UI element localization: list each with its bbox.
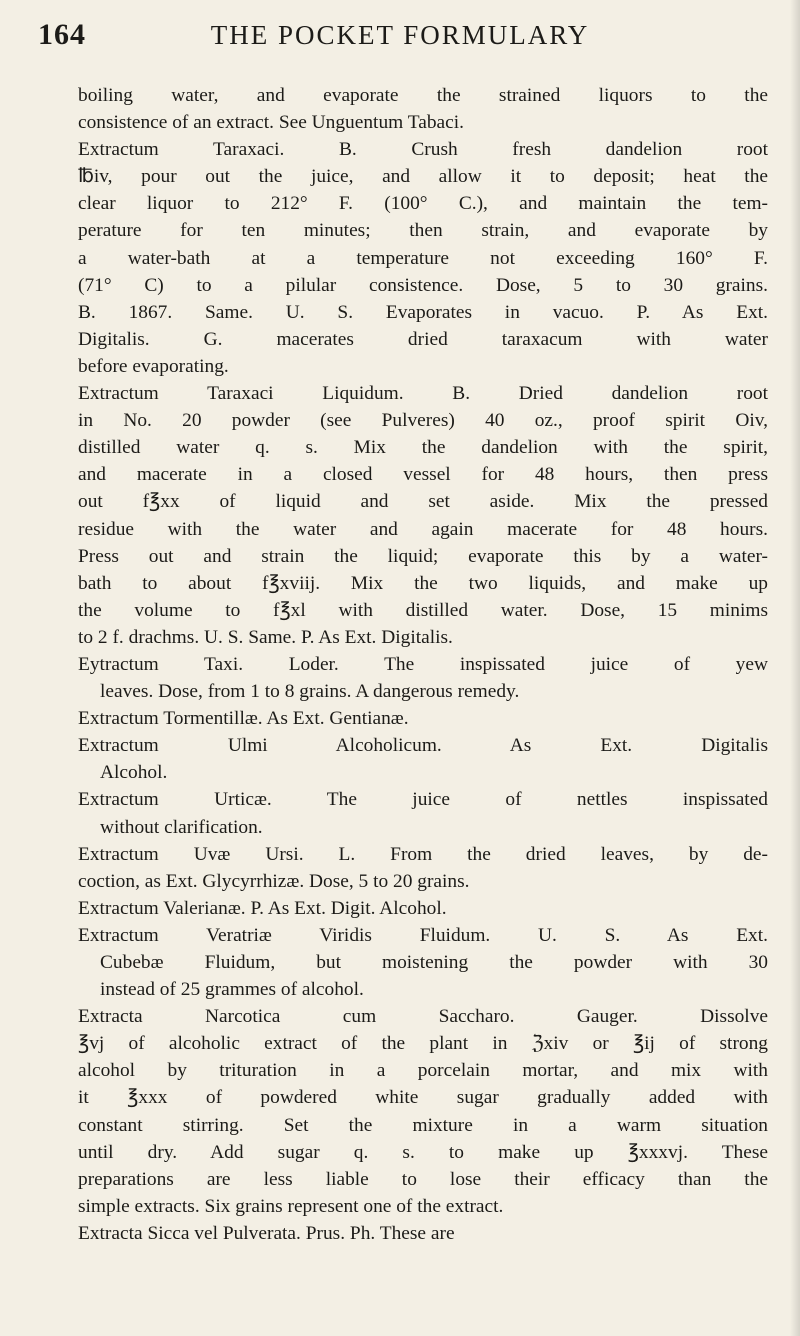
- text-line: Extractum Taraxaci Liquidum. B. Dried dandelion root: [78, 383, 768, 405]
- text-line: out f℥xx of liquid and set aside. Mix the pressed: [78, 491, 768, 513]
- text-line: preparations are less liable to lose their efficacy than the: [78, 1168, 768, 1190]
- text-line: simple extracts. Six grains represent one of the extract.: [78, 1195, 504, 1217]
- text-line: boiling water, and evaporate the strained liquors to the: [78, 85, 768, 106]
- text-line: it ℥xxx of powdered white sugar gradually added with: [78, 1087, 768, 1109]
- text-line: instead of 25 grammes of alcohol.: [100, 979, 364, 1001]
- body-text: [78, 82, 768, 1247]
- text-line: Extractum Veratriæ Viridis Fluidum. U. S. As Ext.: [78, 924, 768, 946]
- text-line: bath to about f℥xviij. Mix the two liquids, and make up: [78, 572, 768, 594]
- running-head: THE POCKET FORMULARY: [210, 20, 590, 50]
- text-line: perature for ten minutes; then strain, and evaporate by: [78, 220, 768, 242]
- text-line: consistence of an extract. See Unguentum Tabaci.: [78, 112, 464, 134]
- text-line: without clarification.: [100, 816, 263, 838]
- text-line: alcohol by trituration in a porcelain mortar, and mix with: [78, 1060, 768, 1082]
- text-line: a water-bath at a temperature not exceeding 160° F.: [78, 247, 768, 269]
- text-line: (71° C) to a pilular consistence. Dose, 5 to 30 grains.: [78, 274, 768, 296]
- text-line: Eytractum Taxi. Loder. The inspissated juice of yew: [78, 653, 768, 675]
- text-line: coction, as Ext. Glycyrrhizæ. Dose, 5 to 20 grains.: [78, 870, 470, 892]
- text-line: Extractum Uvæ Ursi. L. From the dried leaves, by de-: [78, 843, 768, 865]
- text-line: Extracta Narcotica cum Saccharo. Gauger. Dissolve: [78, 1006, 768, 1028]
- text-line: Extracta Sicca vel Pulverata. Prus. Ph. These are: [78, 1222, 455, 1244]
- text-line: residue with the water and again macerate for 48 hours.: [78, 518, 768, 540]
- text-line: Cubebæ Fluidum, but moistening the powder with 30: [100, 952, 768, 973]
- text-line: Extractum Ulmi Alcoholicum. As Ext. Digitalis: [78, 735, 768, 757]
- text-line: distilled water q. s. Mix the dandelion with the spirit,: [78, 437, 768, 459]
- text-line: leaves. Dose, from 1 to 8 grains. A dangerous remedy.: [100, 681, 520, 703]
- text-line: Extractum Valerianæ. P. As Ext. Digit. Alcohol.: [78, 897, 447, 919]
- text-line: Extractum Tormentillæ. As Ext. Gentianæ.: [78, 708, 409, 730]
- text-line: before evaporating.: [78, 355, 229, 377]
- text-line: ℔iv, pour out the juice, and allow it to deposit; heat the: [78, 166, 768, 188]
- text-line: in No. 20 powder (see Pulveres) 40 oz., proof spirit Oiv,: [78, 410, 768, 432]
- text-line: until dry. Add sugar q. s. to make up ℥xxxvj. These: [78, 1141, 768, 1163]
- page-edge-shadow: [790, 0, 800, 1336]
- text-line: Extractum Taraxaci. B. Crush fresh dandelion root: [78, 139, 768, 161]
- text-line: Digitalis. G. macerates dried taraxacum with water: [78, 328, 768, 350]
- text-line: clear liquor to 212° F. (100° C.), and maintain the tem-: [78, 193, 768, 215]
- text-line: Press out and strain the liquid; evaporate this by a water-: [78, 545, 768, 567]
- text-line: and macerate in a closed vessel for 48 hours, then press: [78, 464, 768, 486]
- text-line: Alcohol.: [100, 762, 168, 784]
- text-line: ℥vj of alcoholic extract of the plant in ℨxiv or ℥ij of strong: [78, 1033, 768, 1055]
- text-line: to 2 f. drachms. U. S. Same. P. As Ext. Digitalis.: [78, 626, 453, 648]
- text-line: B. 1867. Same. U. S. Evaporates in vacuo. P. As Ext.: [78, 301, 768, 323]
- text-line: Extractum Urticæ. The juice of nettles inspissated: [78, 789, 768, 811]
- text-line: the volume to f℥xl with distilled water. Dose, 15 minims: [78, 599, 768, 621]
- text-line: constant stirring. Set the mixture in a warm situation: [78, 1114, 768, 1136]
- page-number: 164: [38, 18, 86, 51]
